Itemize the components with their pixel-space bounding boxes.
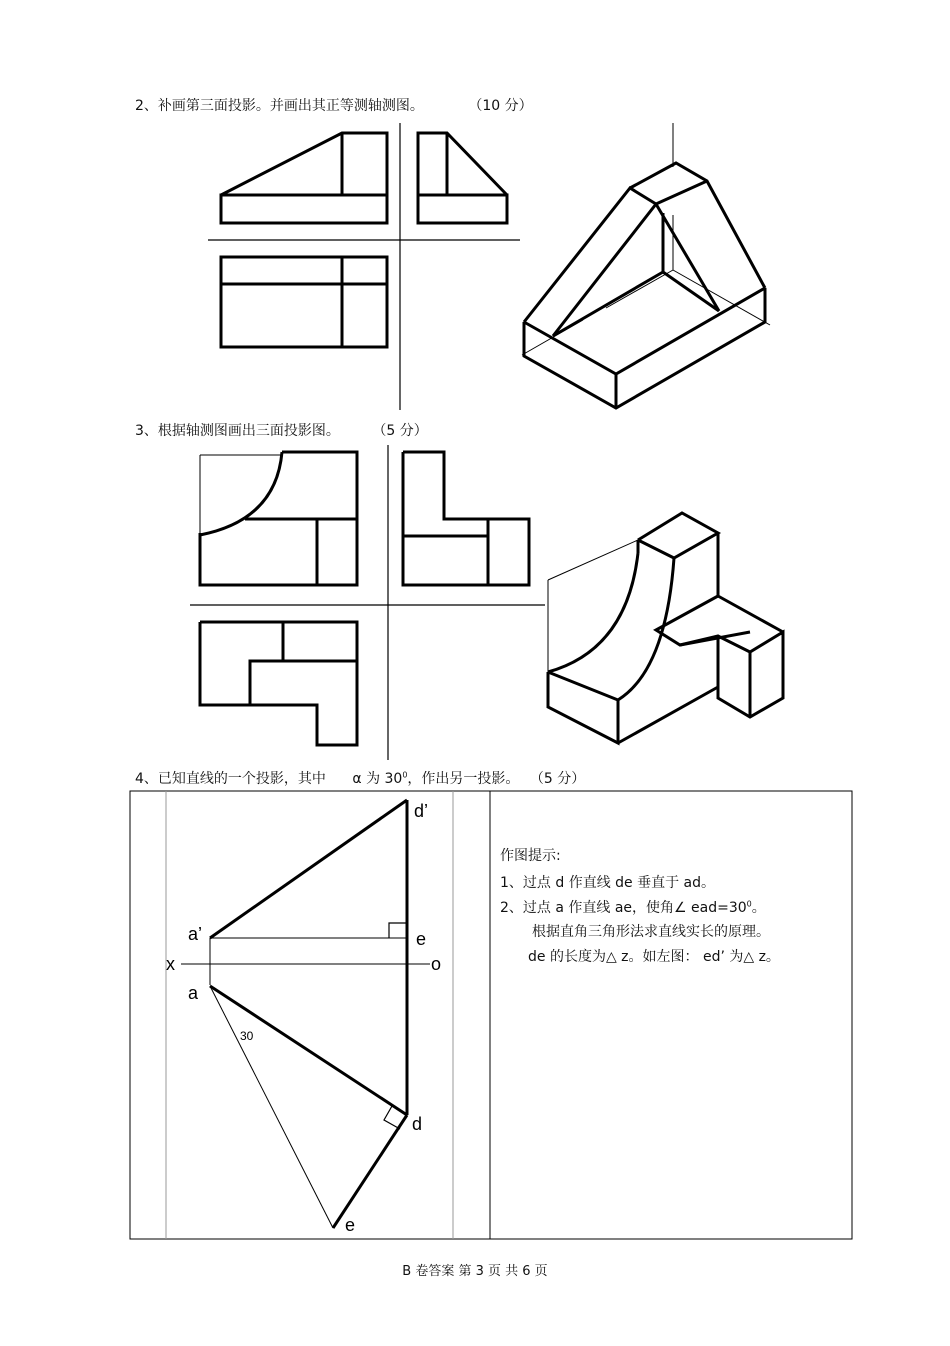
label-a-prime: a’	[188, 924, 203, 944]
a-d-line	[210, 986, 407, 1115]
q3-iso-outline	[548, 513, 783, 743]
question-4-score: （5 分）	[529, 771, 586, 787]
hint-line-4: de 的长度为△ z。如左图： ed’ 为△ z。	[528, 949, 780, 965]
question-2-number: 2、	[135, 98, 158, 114]
a-prime-d-prime-line	[210, 800, 407, 938]
label-o: o	[431, 954, 442, 974]
question-4-text-c: ，作出另一投影。	[407, 771, 520, 787]
q2-top-view	[221, 257, 387, 347]
q2-isometric-drawing	[522, 123, 770, 408]
q2-iso-outline	[524, 163, 765, 408]
question-2-text: 补画第三面投影。并画出其正等测轴测图。	[157, 98, 424, 114]
q4-projection-diagram	[181, 800, 430, 1228]
label-e-bottom: e	[345, 1215, 356, 1235]
question-3-score: （5 分）	[372, 423, 428, 439]
question-2-score: （10 分）	[468, 98, 533, 114]
label-e-top: e	[416, 929, 427, 949]
question-4-text-b: 为 30	[366, 771, 403, 787]
page-footer: B 卷答案 第 3 页 共 6 页	[402, 1264, 548, 1279]
question-4-number: 4、	[135, 771, 158, 787]
question-3-text: 根据轴测图画出三面投影图。	[157, 423, 340, 439]
d-e-line	[333, 1115, 407, 1228]
q4-outer-border	[130, 791, 852, 1239]
label-d: d	[412, 1114, 423, 1134]
q2-three-view-drawing	[208, 123, 520, 410]
label-angle-30: 30	[240, 1029, 254, 1043]
q2-front-view	[221, 133, 387, 223]
q3-side-view	[403, 452, 529, 585]
q2-iso-construction-lines	[522, 123, 770, 355]
question-4-alpha: α	[352, 771, 362, 787]
hint-line-1: 1、过点 d 作直线 de 垂直于 ad。	[500, 875, 716, 891]
q2-side-view	[418, 133, 507, 223]
hint-line-2-degree: 0	[746, 899, 752, 909]
hint-line-2-text: 2、过点 a 作直线 ae，使角∠ ead=30	[500, 900, 747, 916]
label-d-prime: d’	[414, 801, 429, 821]
q3-three-view-drawing	[190, 445, 545, 760]
label-a: a	[188, 983, 199, 1003]
q4-table-frame	[130, 791, 852, 1239]
q3-isometric-drawing	[548, 513, 783, 743]
hint-line-3: 根据直角三角形法求直线实长的原理。	[532, 924, 770, 940]
q3-front-view	[200, 452, 357, 585]
question-3-number: 3、	[135, 423, 158, 439]
a-e-line	[210, 986, 333, 1228]
question-4-text-a: 已知直线的一个投影，其中	[157, 771, 326, 787]
hint-line-2	[500, 897, 766, 917]
right-angle-mark-e	[389, 923, 407, 938]
question-4-degree: 0	[402, 770, 408, 780]
hint-title: 作图提示:	[500, 848, 561, 864]
q3-top-view	[200, 622, 357, 745]
label-x: x	[166, 954, 175, 974]
hint-line-2-end: 。	[751, 900, 766, 916]
